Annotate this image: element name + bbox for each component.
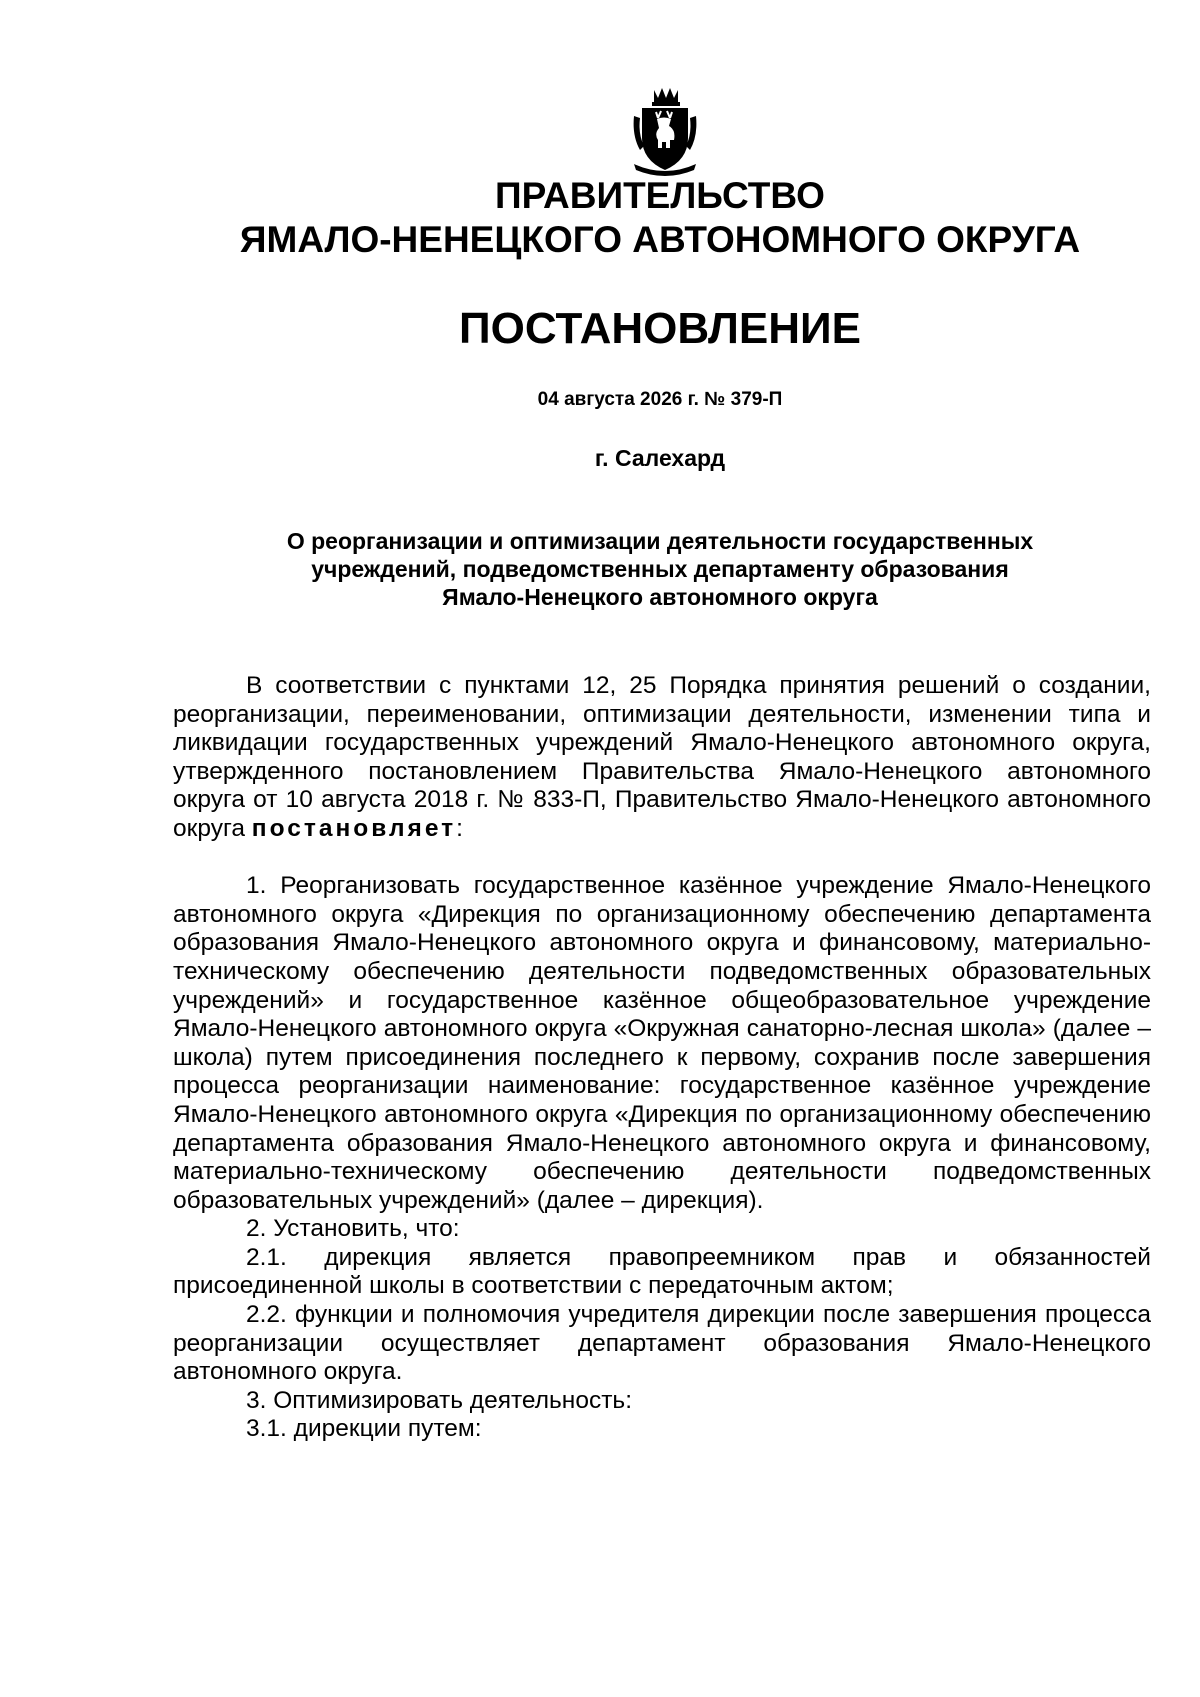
document-type: ПОСТАНОВЛЕНИЕ (458, 304, 862, 353)
paragraph-item-2-2: 2.2. функции и полномочия учредителя дирекции после завершения процесса реорганизации осуществляет департамент образования Ямало-Ненецкого автономного округа. (173, 1301, 1151, 1386)
subject-line: О реорганизации и оптимизации деятельности государственных (286, 528, 1034, 554)
document-subject (0, 527, 1200, 611)
resolves-keyword: постановляет (251, 814, 457, 842)
government-title-line1: ПРАВИТЕЛЬСТВО (495, 175, 825, 216)
coat-of-arms-emblem (630, 86, 700, 178)
document-city: г. Салехард (594, 445, 726, 471)
preamble-paragraph (173, 672, 1151, 844)
paragraph-item-1: 1. Реорганизовать государственное казённое учреждение Ямало-Ненецкого автономного округа «Дирекция по организационному обеспечению департамента образования Ямало-Ненецкого автономного округа и финансовому, материально-техническому обеспечению деятельности подведомственных образовательных учреждений» и государственное казённое общеобразовательное учреждение Ямало-Ненецкого автономного округа «Окружная санаторно-лесная школа» (далее – школа) путем присоединения последнего к первому, сохранив после завершения процесса реорганизации наименование: государственное казённое учреждение Ямало-Ненецкого автономного округа «Дирекция по организационному обеспечению департамента образования Ямало-Ненецкого автономного округа и финансовому, материально-техническому обеспечению деятельности подведомственных образовательных учреждений» (далее – дирекция). (173, 872, 1151, 1214)
document-date-number: 04 августа 2026 г. № 379-П (537, 389, 783, 410)
paragraph-item-3: 3. Оптимизировать деятельность: (246, 1386, 632, 1414)
paragraph-item-3-1: 3.1. дирекции путем: (246, 1415, 482, 1443)
paragraph-item-2-1: 2.1. дирекция является правопреемником прав и обязанностей присоединенной школы в соответствии с передаточным актом; (173, 1243, 1151, 1300)
subject-line: Ямало-Ненецкого автономного округа (442, 584, 878, 610)
government-title-line2: ЯМАЛО-НЕНЕЦКОГО АВТОНОМНОГО ОКРУГА (239, 219, 1081, 260)
document-body (173, 672, 1151, 1444)
preamble-text: В соответствии с пунктами 12, 25 Порядка принятия решений о создании, реорганизации, переименовании, оптимизации деятельности, изменении типа и ликвидации государственных учреждений Ямало-Ненецкого автономного округа, утвержденного постановлением Правительства Ямало-Ненецкого автономного округа от 10 августа 2018 г. № 833-П, Правительство Ямало-Ненецкого автономного округа (173, 672, 1151, 842)
subject-line: учреждений, подведомственных департаменту образования (311, 556, 1009, 582)
paragraph-item-2: 2. Установить, что: (246, 1215, 460, 1243)
preamble-colon: : (456, 814, 463, 842)
